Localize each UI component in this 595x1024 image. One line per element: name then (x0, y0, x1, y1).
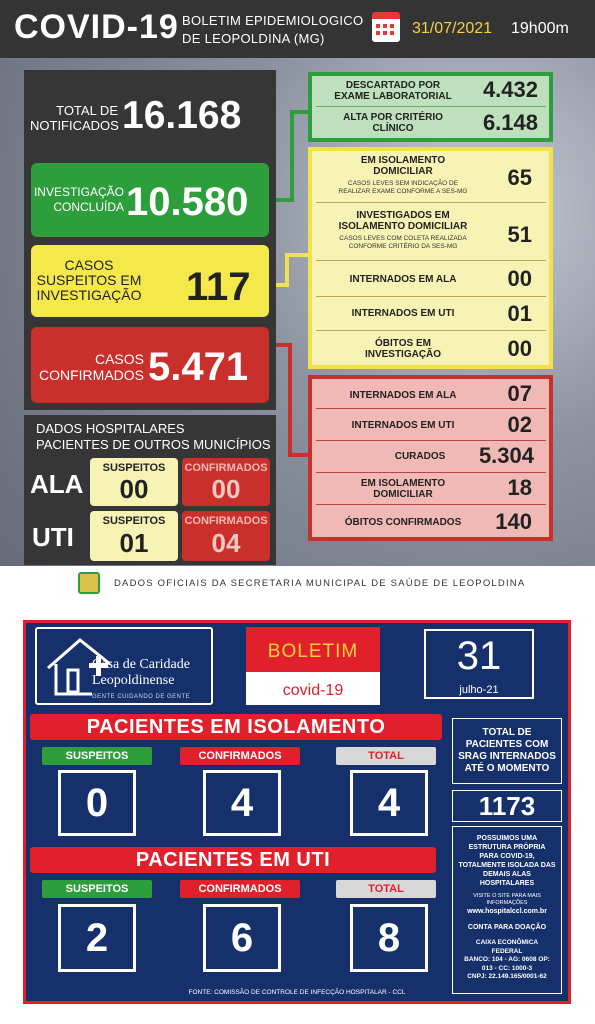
total-notified-value: 16.168 (122, 94, 242, 137)
bulletin-subtitle-line2: DE LEOPOLDINA (MG) (182, 31, 325, 46)
isolation-suspected-chip: SUSPEITOS (42, 747, 152, 765)
home-isolation-value: 65 (507, 165, 532, 190)
recovered-value: 5.304 (478, 443, 534, 468)
srag-total-label: TOTAL DE PACIENTES COM SRAG INTERNADOS ATÉ O MOMENTO (458, 727, 556, 774)
discarded-lab-value: 4.432 (482, 77, 538, 102)
date-month: julho-21 (459, 684, 499, 696)
divider (316, 330, 546, 331)
clinical-discharge-label: ALTA POR CRITÉRIO CLÍNICO (343, 112, 443, 134)
suspected-icu-value: 01 (507, 301, 532, 326)
suspected-cases-value: 117 (186, 265, 251, 309)
investigated-home-isolation-note: CASOS LEVES COM COLETA REALIZADA CONFORME CRITÉRIO DA SES-MG (339, 235, 467, 250)
confirmed-icu-value: 02 (507, 412, 532, 437)
icu-confirmed-value: 04 (211, 528, 241, 558)
confirmed-ward-label: INTERNADOS EM ALA (349, 390, 457, 401)
deaths-under-investigation-value: 00 (507, 336, 532, 361)
confirmed-cases-value: 5.471 (148, 345, 249, 389)
icu-suspected-chip: SUSPEITOS (42, 880, 152, 898)
hospital-name-line1: Casa de Caridade (92, 657, 190, 672)
deaths-under-investigation-label: ÓBITOS EM INVESTIGAÇÃO (364, 338, 442, 360)
icu-confirmed-label: CONFIRMADOS (184, 515, 268, 527)
total-notified-label: TOTAL DE NOTIFICADOS (30, 103, 119, 133)
divider (316, 260, 546, 261)
suspected-ward-label: INTERNADOS EM ALA (349, 274, 457, 285)
visit-site-note: VISITE O SITE PARA MAIS INFORMAÇÕES (473, 893, 541, 906)
confirmed-home-isolation-label: EM ISOLAMENTO DOMICILIAR (360, 478, 446, 500)
home-isolation-note: CASOS LEVES SEM INDICAÇÃO DE REALIZAR EXAME CONFORME A SES-MG (338, 180, 468, 195)
hospital-data-subtitle: PACIENTES DE OUTROS MUNICÍPIOS (36, 437, 271, 452)
bulletin-title: COVID-19 (14, 8, 179, 46)
suspected-cases-label: CASOS SUSPEITOS EM INVESTIGAÇÃO (36, 257, 142, 303)
source-note: FONTE: COMISSÃO DE CONTROLE DE INFECÇÃO HOSPITALAR - CCL (188, 989, 406, 996)
srag-total-value: 1173 (478, 791, 536, 821)
official-data-text: DADOS OFICIAIS DA SECRETARIA MUNICIPAL DE SAÚDE DE LEOPOLDINA (114, 578, 526, 589)
suspected-ward-value: 00 (507, 266, 532, 291)
hospital-tagline: GENTE CUIDANDO DE GENTE (92, 694, 191, 700)
home-isolation-label: EM ISOLAMENTO DOMICILIAR (360, 155, 446, 177)
icu-confirmed-value: 6 (203, 904, 281, 972)
divider (316, 202, 546, 203)
ward-confirmed-label: CONFIRMADOS (184, 462, 268, 474)
confirmed-home-isolation-value: 18 (507, 475, 532, 500)
bulletin-time: 19h00m (511, 20, 569, 37)
icu-total-chip: TOTAL (336, 880, 436, 898)
icu-confirmed-chip: CONFIRMADOS (180, 880, 300, 898)
discarded-lab-label: DESCARTADO POR EXAME LABORATORIAL (334, 80, 452, 102)
confirmed-deaths-label: ÓBITOS CONFIRMADOS (344, 517, 462, 528)
ward-label: ALA (30, 469, 84, 499)
isolation-confirmed-value: 4 (203, 770, 281, 836)
hospital-name-line2: Leopoldinense (92, 673, 175, 688)
confirmed-cases-label: CASOS CONFIRMADOS (39, 351, 144, 383)
bulletin-subtitle-line1: BOLETIM EPIDEMIOLOGICO (182, 13, 364, 28)
icu-label: UTI (32, 522, 74, 552)
hospital-website-link[interactable]: www.hospitalccl.com.br (467, 908, 547, 915)
boletim-subtitle: covid-19 (282, 682, 344, 699)
clinical-discharge-value: 6.148 (482, 110, 538, 135)
recovered-label: CURADOS (394, 451, 446, 462)
investigation-completed-value: 10.580 (126, 180, 249, 224)
isolation-total-value: 4 (350, 770, 428, 836)
divider (316, 504, 546, 505)
donation-title: CONTA PARA DOAÇÃO (467, 924, 547, 931)
isolation-suspected-value: 0 (58, 770, 136, 836)
isolation-confirmed-chip: CONFIRMADOS (180, 747, 300, 765)
icu-total-value: 8 (350, 904, 428, 972)
bank-details: CAIXA ECONÔMICA FEDERAL BANCO: 104 - AG: 0608 OP: 013 - CC: 1000-3 CNPJ: 22.149.165/0001-62 (464, 939, 550, 980)
icu-suspected-label: SUSPEITOS (102, 515, 166, 527)
confirmed-deaths-value: 140 (495, 509, 532, 534)
divider (316, 440, 546, 441)
divider (316, 296, 546, 297)
icu-suspected-value: 2 (58, 904, 136, 972)
confirmed-icu-label: INTERNADOS EM UTI (351, 420, 455, 431)
date-day: 31 (456, 634, 502, 678)
covid-structure-note: POSSUIMOS UMA ESTRUTURA PRÓPRIA PARA COVID-19, TOTALMENTE ISOLADA DAS DEMAIS ALAS HOSPITALARES (458, 835, 556, 887)
isolation-total-chip: TOTAL (336, 747, 436, 765)
municipal-crest-icon (78, 572, 100, 594)
investigated-home-isolation-label: INVESTIGADOS EM ISOLAMENTO DOMICILIAR (338, 210, 468, 232)
icu-suspected-value: 01 (119, 528, 149, 558)
divider (316, 408, 546, 409)
icu-title: PACIENTES EM UTI (135, 849, 331, 871)
divider (316, 106, 546, 107)
isolation-title: PACIENTES EM ISOLAMENTO (86, 716, 386, 738)
ward-confirmed-value: 00 (211, 474, 241, 504)
investigated-home-isolation-value: 51 (507, 222, 532, 247)
confirmed-ward-value: 07 (507, 381, 532, 406)
investigation-completed-label: INVESTIGAÇÃO CONCLUÍDA (33, 185, 124, 214)
ward-suspected-value: 00 (119, 474, 149, 504)
boletim-title: BOLETIM (267, 641, 359, 662)
bulletin-date: 31/07/2021 (412, 20, 493, 37)
hospital-data-title: DADOS HOSPITALARES (36, 421, 185, 436)
suspected-icu-label: INTERNADOS EM UTI (351, 308, 455, 319)
divider (316, 472, 546, 473)
ward-suspected-label: SUSPEITOS (102, 462, 166, 474)
